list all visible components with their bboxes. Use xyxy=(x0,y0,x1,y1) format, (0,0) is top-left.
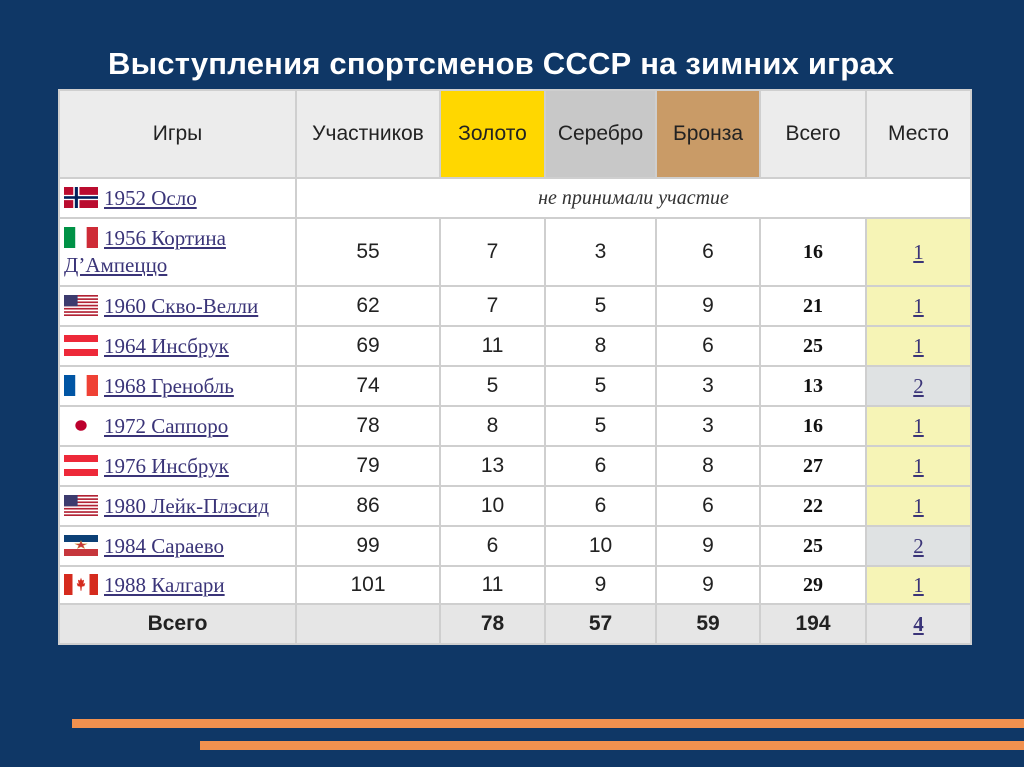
silver-cell: 9 xyxy=(545,566,656,604)
usa-flag-icon xyxy=(64,495,98,516)
bronze-cell: 3 xyxy=(656,366,760,406)
place-cell xyxy=(866,566,971,604)
games-cell xyxy=(59,526,296,566)
table-row xyxy=(59,486,971,526)
summary-participants xyxy=(296,604,440,644)
place-cell xyxy=(866,218,971,286)
gold-cell: 5 xyxy=(440,366,545,406)
table-row xyxy=(59,218,971,286)
bronze-cell: 6 xyxy=(656,326,760,366)
summary-label: Всего xyxy=(59,604,296,644)
summary-total: 194 xyxy=(760,604,866,644)
place-cell xyxy=(866,366,971,406)
participants-cell: 86 xyxy=(296,486,440,526)
place-link[interactable]: 2 xyxy=(913,533,924,558)
silver-cell: 8 xyxy=(545,326,656,366)
silver-cell: 5 xyxy=(545,286,656,326)
games-link[interactable]: 1972 Саппоро xyxy=(104,413,229,438)
usa-flag-icon xyxy=(64,295,98,316)
austria-flag-icon xyxy=(64,335,98,356)
table-row xyxy=(59,566,971,604)
bronze-cell: 9 xyxy=(656,286,760,326)
place-link[interactable]: 1 xyxy=(913,453,924,478)
games-cell xyxy=(59,406,296,446)
bronze-cell: 9 xyxy=(656,526,760,566)
games-cell xyxy=(59,286,296,326)
header-gold: Золото xyxy=(440,90,545,178)
gold-cell: 8 xyxy=(440,406,545,446)
table-row xyxy=(59,286,971,326)
italy-flag-icon xyxy=(64,227,98,248)
total-cell: 16 xyxy=(760,406,866,446)
place-link[interactable]: 1 xyxy=(913,493,924,518)
place-cell xyxy=(866,406,971,446)
total-cell: 22 xyxy=(760,486,866,526)
bronze-cell: 6 xyxy=(656,218,760,286)
games-cell xyxy=(59,486,296,526)
gold-cell: 7 xyxy=(440,218,545,286)
table-row xyxy=(59,178,971,218)
header-silver: Серебро xyxy=(545,90,656,178)
yugoslavia-flag-icon xyxy=(64,535,98,556)
summary-place-link[interactable]: 4 xyxy=(913,611,924,636)
header-games: Игры xyxy=(59,90,296,178)
games-link[interactable]: 1988 Калгари xyxy=(104,572,225,597)
place-link[interactable]: 1 xyxy=(913,572,924,597)
place-cell xyxy=(866,286,971,326)
games-cell xyxy=(59,326,296,366)
participants-cell: 79 xyxy=(296,446,440,486)
games-link[interactable]: 1964 Инсбрук xyxy=(104,333,229,358)
total-cell: 29 xyxy=(760,566,866,604)
games-cell xyxy=(59,218,296,286)
no-participation-note: не принимали участие xyxy=(296,178,971,218)
bronze-cell: 9 xyxy=(656,566,760,604)
place-link[interactable]: 1 xyxy=(913,333,924,358)
games-link[interactable]: 1968 Гренобль xyxy=(104,373,234,398)
games-cell xyxy=(59,566,296,604)
total-cell: 25 xyxy=(760,526,866,566)
games-link[interactable]: 1984 Сараево xyxy=(104,533,224,558)
games-link[interactable]: 1956 Кортина Д’Ампеццо xyxy=(64,226,226,277)
gold-cell: 13 xyxy=(440,446,545,486)
silver-cell: 5 xyxy=(545,406,656,446)
france-flag-icon xyxy=(64,375,98,396)
header-place: Место xyxy=(866,90,971,178)
table-row xyxy=(59,326,971,366)
header-participants: Участников xyxy=(296,90,440,178)
games-link[interactable]: 1952 Осло xyxy=(104,185,197,210)
participants-cell: 74 xyxy=(296,366,440,406)
bronze-cell: 3 xyxy=(656,406,760,446)
accent-bar-bottom xyxy=(200,741,1024,750)
total-cell: 21 xyxy=(760,286,866,326)
bronze-cell: 8 xyxy=(656,446,760,486)
silver-cell: 10 xyxy=(545,526,656,566)
place-cell xyxy=(866,326,971,366)
total-cell: 13 xyxy=(760,366,866,406)
table-row xyxy=(59,526,971,566)
summary-place-cell xyxy=(866,604,971,644)
total-cell: 25 xyxy=(760,326,866,366)
gold-cell: 10 xyxy=(440,486,545,526)
participants-cell: 62 xyxy=(296,286,440,326)
place-link[interactable]: 1 xyxy=(913,239,924,264)
place-link[interactable]: 1 xyxy=(913,413,924,438)
place-cell xyxy=(866,526,971,566)
place-link[interactable]: 1 xyxy=(913,293,924,318)
total-cell: 27 xyxy=(760,446,866,486)
silver-cell: 5 xyxy=(545,366,656,406)
header-row xyxy=(59,90,971,178)
header-bronze: Бронза xyxy=(656,90,760,178)
bronze-cell: 6 xyxy=(656,486,760,526)
silver-cell: 3 xyxy=(545,218,656,286)
gold-cell: 11 xyxy=(440,326,545,366)
place-link[interactable]: 2 xyxy=(913,373,924,398)
games-link[interactable]: 1980 Лейк-Плэсид xyxy=(104,493,270,518)
japan-flag-icon xyxy=(64,415,98,436)
place-cell xyxy=(866,486,971,526)
participants-cell: 55 xyxy=(296,218,440,286)
accent-bar-top xyxy=(72,719,1024,728)
silver-cell: 6 xyxy=(545,446,656,486)
participants-cell: 78 xyxy=(296,406,440,446)
summary-gold: 78 xyxy=(440,604,545,644)
table-row xyxy=(59,366,971,406)
header-total: Всего xyxy=(760,90,866,178)
austria-flag-icon xyxy=(64,455,98,476)
summary-row xyxy=(59,604,971,644)
table-row xyxy=(59,446,971,486)
canada-flag-icon xyxy=(64,574,98,595)
norway-flag-icon xyxy=(64,187,98,208)
table-row xyxy=(59,406,971,446)
gold-cell: 6 xyxy=(440,526,545,566)
silver-cell: 6 xyxy=(545,486,656,526)
slide-title: Выступления спортсменов СССР на зимних играх xyxy=(108,46,895,81)
summary-bronze: 59 xyxy=(656,604,760,644)
participants-cell: 69 xyxy=(296,326,440,366)
games-link[interactable]: 1960 Скво-Велли xyxy=(104,293,259,318)
games-cell xyxy=(59,366,296,406)
games-cell xyxy=(59,178,296,218)
participants-cell: 101 xyxy=(296,566,440,604)
participants-cell: 99 xyxy=(296,526,440,566)
games-link[interactable]: 1976 Инсбрук xyxy=(104,453,229,478)
gold-cell: 7 xyxy=(440,286,545,326)
total-cell: 16 xyxy=(760,218,866,286)
results-table xyxy=(58,89,972,645)
place-cell xyxy=(866,446,971,486)
summary-silver: 57 xyxy=(545,604,656,644)
games-cell xyxy=(59,446,296,486)
gold-cell: 11 xyxy=(440,566,545,604)
